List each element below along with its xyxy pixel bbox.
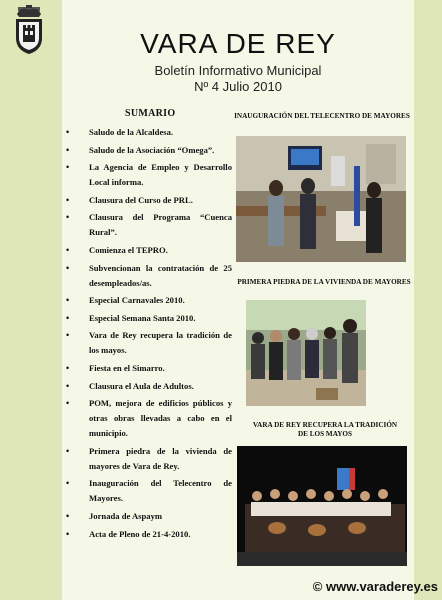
sumario-item: • Inauguración del Telecentro de Mayores.	[62, 476, 232, 506]
mayos-photo	[237, 446, 407, 566]
primera-piedra-photo	[246, 300, 366, 406]
sumario-heading: SUMARIO	[125, 108, 176, 119]
right-margin-band	[414, 0, 442, 600]
piedra-caption: PRIMERA PIEDRA DE LA VIVIENDA DE MAYORES	[237, 278, 411, 286]
sumario-list	[62, 125, 232, 544]
sumario-item: • Primera piedra de la vivienda de mayores de Vara de Rey.	[62, 444, 232, 474]
page-subtitle	[62, 63, 414, 95]
sumario-item: • Especial Carnavales 2010.	[62, 293, 232, 308]
mayos-caption	[236, 421, 414, 439]
sumario-item: • Fiesta en el Simarro.	[62, 361, 232, 376]
sumario-item: • Acta de Pleno de 21-4-2010.	[62, 527, 232, 542]
sumario-item: • Vara de Rey recupera la tradición de los mayos.	[62, 328, 232, 358]
sumario-item: • Subvencionan la contratación de 25 desempleados/as.	[62, 261, 232, 291]
left-margin-band	[0, 0, 62, 600]
sumario-item: • Saludo de la Alcaldesa.	[62, 125, 232, 140]
mayos-caption-line1: VARA DE REY RECUPERA LA TRADICIÓN	[252, 421, 398, 429]
sumario-item: • La Agencia de Empleo y Desarrollo Local informa.	[62, 160, 232, 190]
mayos-caption-line2: DE LOS MAYOS	[297, 430, 353, 438]
sumario-item: • Jornada de Aspaym	[62, 509, 232, 524]
website-footer: © www.varaderey.es	[312, 579, 438, 594]
sumario-item: • Clausura del Programa “Cuenca Rural”.	[62, 210, 232, 240]
sumario-item: • Especial Semana Santa 2010.	[62, 311, 232, 326]
sumario-item: • POM, mejora de edificios públicos y otras obras llevadas a cabo en el municipio.	[62, 396, 232, 441]
telecentro-caption: INAUGURACIÓN DEL TELECENTRO DE MAYORES	[234, 112, 410, 120]
coat-of-arms-icon	[12, 4, 46, 56]
telecentro-photo	[236, 136, 406, 262]
subtitle-bulletin-name: Boletín Informativo Municipal	[154, 63, 322, 78]
page-title: VARA DE REY	[140, 28, 336, 59]
sumario-item: • Comienza el TEPRO.	[62, 243, 232, 258]
sumario-item: • Clausura el Aula de Adultos.	[62, 379, 232, 394]
sumario-item: • Clausura del Curso de PRL.	[62, 193, 232, 208]
subtitle-issue: Nº 4 Julio 2010	[194, 79, 282, 94]
sumario-item: • Saludo de la Asociación “Omega”.	[62, 143, 232, 158]
